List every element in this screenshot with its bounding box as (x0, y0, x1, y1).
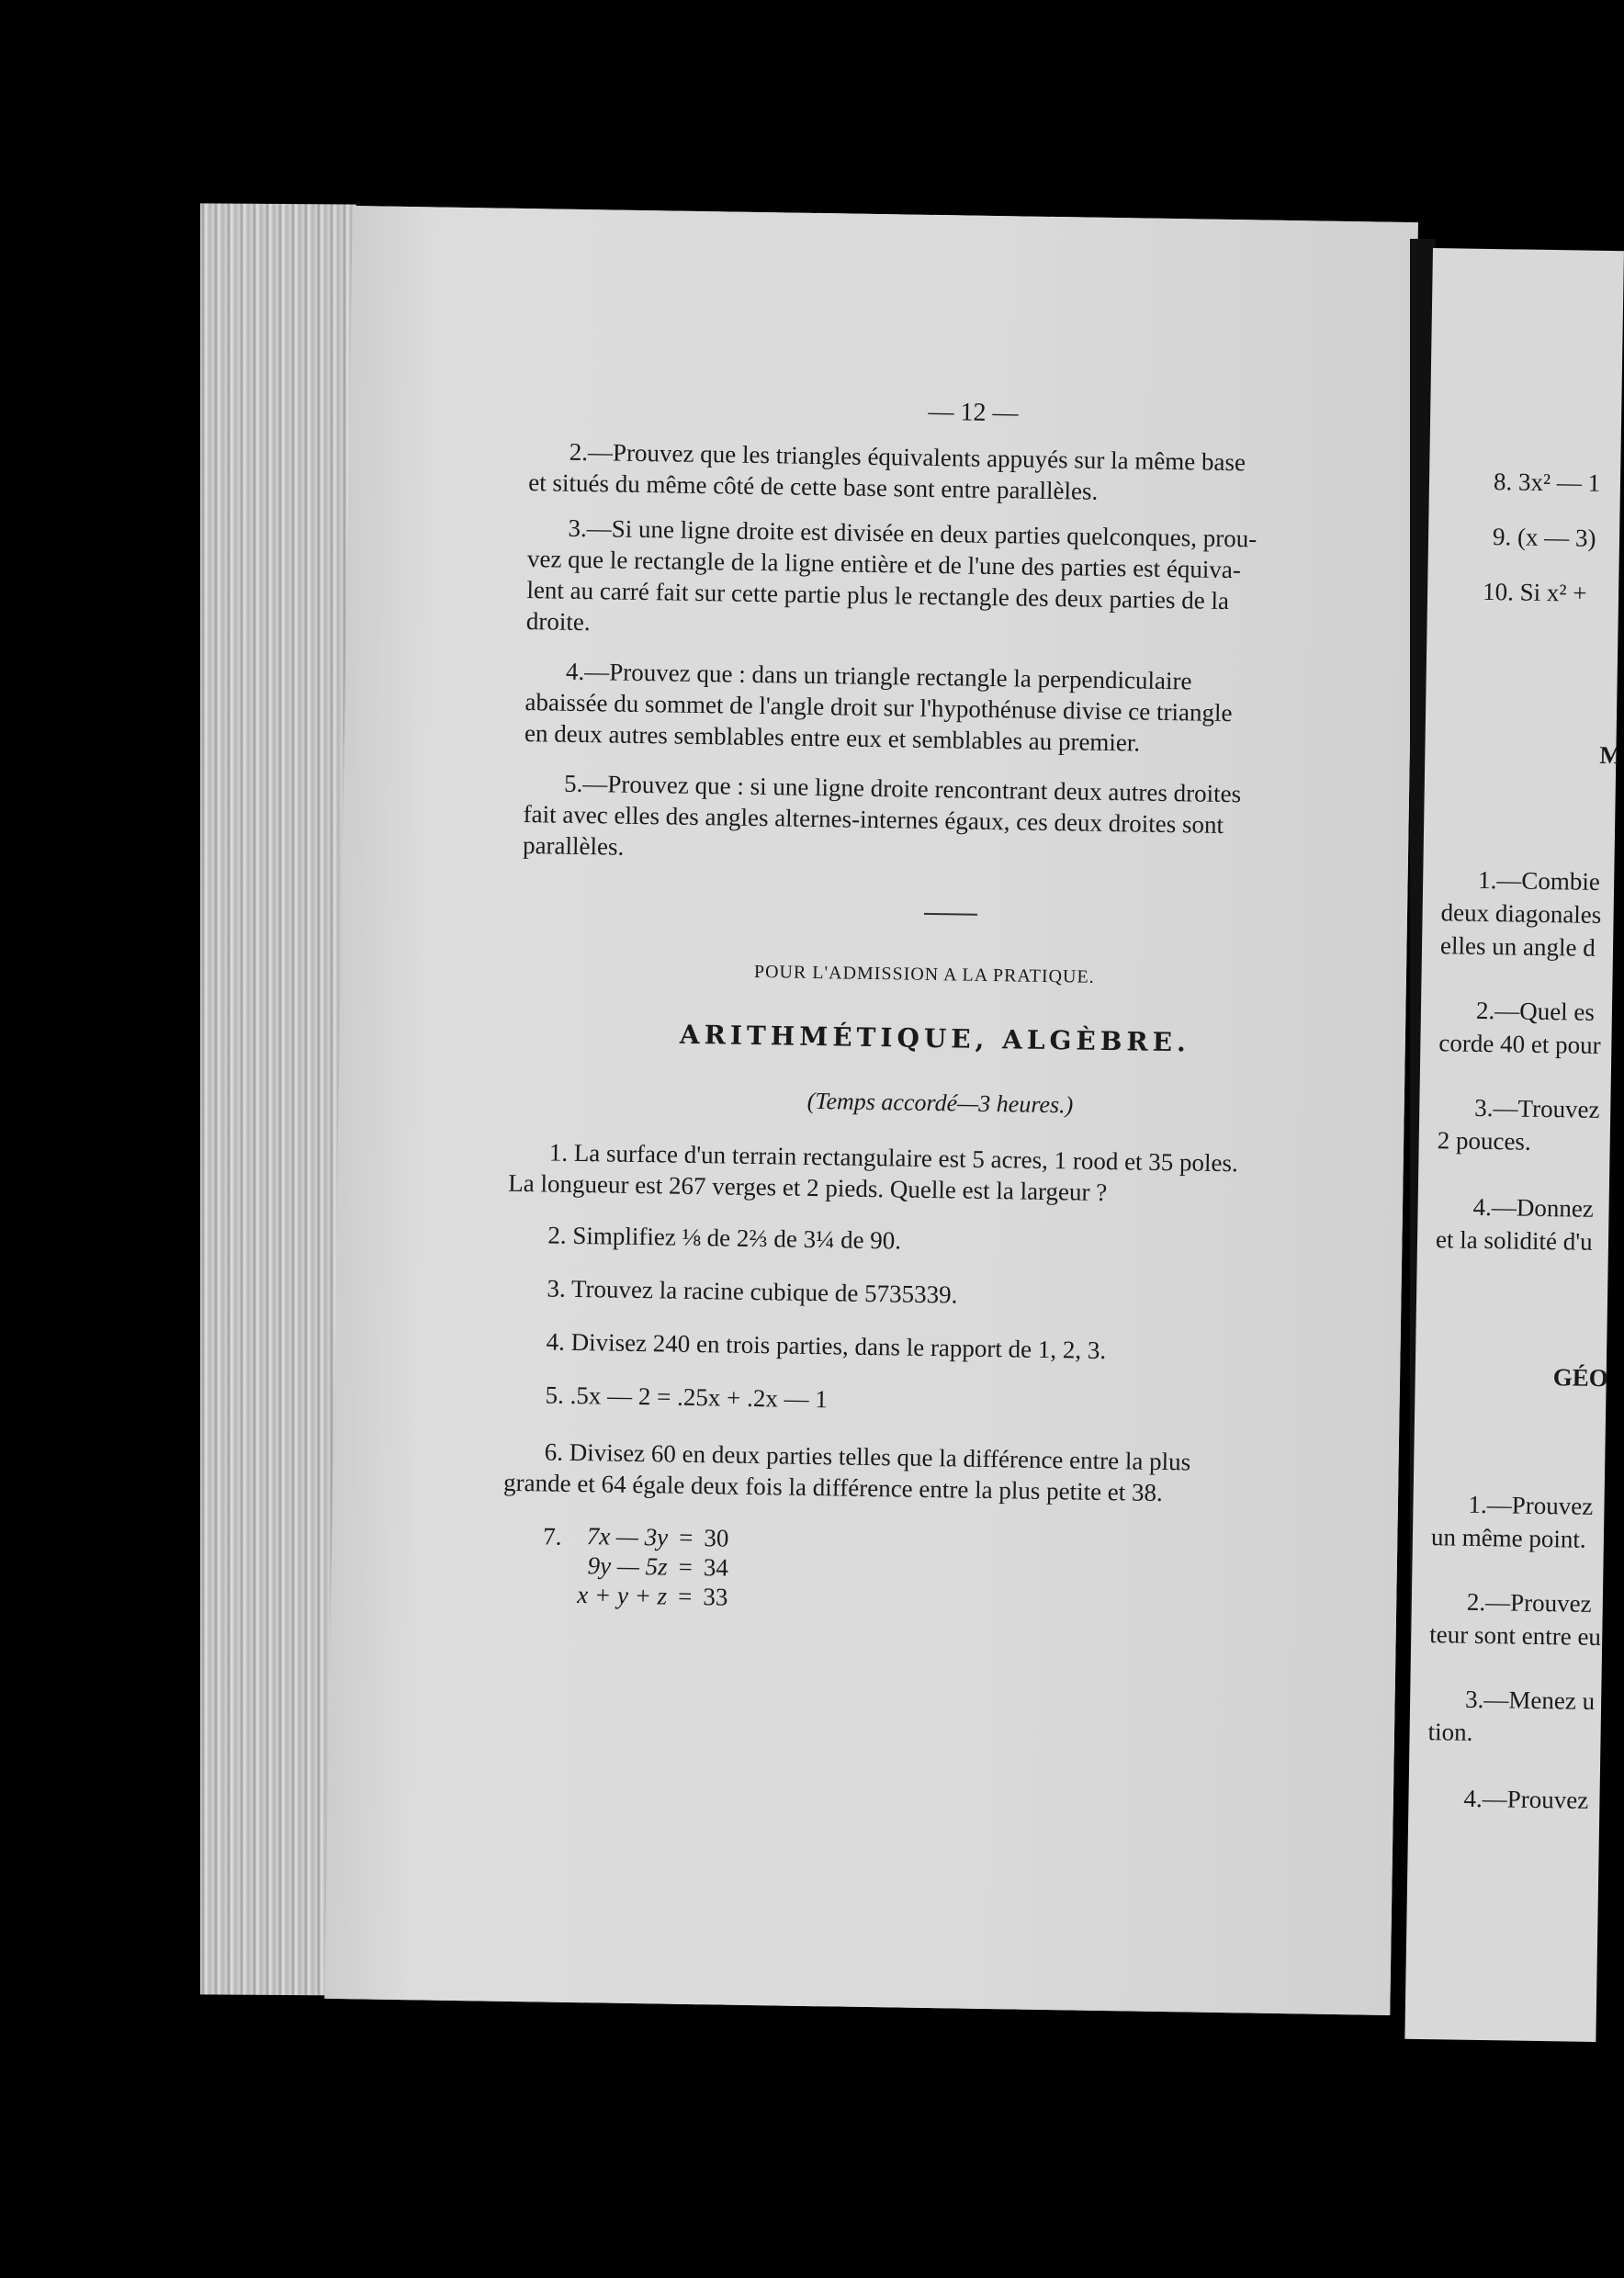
theorem-4-line-2: abaissée du sommet de l'angle droit sur l'hypothénuse divise ce triangle (524, 688, 1233, 727)
question-5: 5. .5x — 2 = .25x + .2x — 1 (545, 1381, 829, 1414)
question-4: 4. Divisez 240 en trois parties, dans le rapport de 1, 2, 3. (546, 1327, 1107, 1365)
right-fragment: 8. 3x² — 1 (1493, 468, 1601, 497)
equation-equals: = (678, 1523, 694, 1551)
theorem-2-line-1: 2.—Prouvez que les triangles équivalents appuyés sur la même base (569, 437, 1246, 477)
section-divider (924, 913, 977, 916)
right-fragment: tion. (1427, 1718, 1473, 1746)
equation-rhs: 33 (703, 1583, 728, 1611)
right-fragment: 9. (x — 3) (1492, 523, 1596, 552)
equation-lhs: 9y — 5z (587, 1551, 668, 1581)
right-fragment: elles un angle d (1439, 931, 1596, 962)
subject-title: ARITHMÉTIQUE, ALGÈBRE. (679, 1019, 1191, 1058)
left-page (324, 206, 1418, 2015)
right-fragment: teur sont entre eu (1429, 1620, 1602, 1652)
right-fragment: corde 40 et pour (1438, 1029, 1601, 1059)
equation-lhs: 7x — 3y (586, 1522, 669, 1551)
equation-row (571, 1580, 734, 1612)
right-fragment: et la solidité d'u (1435, 1225, 1593, 1256)
time-allowed: (Temps accordé—3 heures.) (806, 1087, 1074, 1119)
equation-system (571, 1521, 735, 1612)
right-fragment: un même point. (1430, 1523, 1586, 1553)
question-1-line-2: La longueur est 267 verges et 2 pieds. Quelle est la largeur ? (508, 1168, 1108, 1207)
right-fragment: 2.—Quel es (1475, 996, 1596, 1026)
right-fragment: 2.—Prouvez (1466, 1587, 1592, 1618)
theorem-2-line-2: et situés du même côté de cette base sont entre parallèles. (528, 468, 1099, 505)
equation-equals: = (678, 1552, 694, 1581)
right-fragment: 1.—Prouvez (1468, 1490, 1594, 1520)
question-1-line-1: 1. La surface d'un terrain rectangulaire est 5 acres, 1 rood et 35 poles. (548, 1138, 1239, 1178)
right-fragment: 4.—Prouvez (1463, 1784, 1589, 1814)
question-6-line-2: grande et 64 égale deux fois la différence entre la plus petite et 38. (502, 1468, 1164, 1507)
equation-equals: = (677, 1582, 693, 1610)
equation-rhs: 30 (704, 1524, 729, 1552)
question-7-number: 7. (543, 1522, 562, 1551)
question-6-line-1: 6. Divisez 60 en deux parties telles que la différence entre la plus (544, 1438, 1191, 1476)
section-heading: POUR L'ADMISSION A LA PRATIQUE. (753, 961, 1095, 987)
theorem-5-line-2: fait avec elles des angles alternes-internes égaux, ces deux droites sont (523, 799, 1224, 839)
right-fragment: 1.—Combie (1477, 865, 1601, 896)
right-fragment: 3.—Menez u (1464, 1685, 1596, 1715)
equation-rhs: 34 (703, 1553, 729, 1582)
equation-row (572, 1521, 735, 1553)
theorem-5-line-1: 5.—Prouvez que : si une ligne droite rencontrant deux autres droites (563, 769, 1242, 808)
theorem-3-line-3: lent au carré fait sur cette partie plus le rectangle des deux parties de la (526, 576, 1230, 615)
equation-lhs: x + y + z (577, 1581, 668, 1610)
page-number: — 12 — (928, 397, 1019, 428)
theorem-3-line-2: vez que le rectangle de la ligne entière et de l'une des parties est équiva- (526, 545, 1242, 584)
right-fragment: 3.—Trouvez (1474, 1093, 1600, 1123)
right-fragment: deux diagonales (1440, 898, 1602, 929)
right-fragment: M (1599, 740, 1624, 770)
equation-row (572, 1551, 735, 1583)
theorem-5-line-3: parallèles. (522, 830, 625, 861)
theorem-3-line-4: droite. (525, 607, 591, 637)
theorem-3-line-1: 3.—Si une ligne droite est divisée en deux parties quelconques, prou- (568, 513, 1257, 553)
right-page (1404, 248, 1624, 2042)
question-2: 2. Simplifiez ⅛ de 2⅔ de 3¼ de 90. (547, 1221, 902, 1255)
theorem-4-line-3: en deux autres semblables entre eux et semblables au premier. (524, 719, 1141, 757)
right-fragment: GÉO (1552, 1363, 1608, 1393)
right-fragment: 10. Si x² + (1482, 577, 1587, 607)
right-fragment: 4.—Donnez (1472, 1192, 1595, 1223)
theorem-4-line-1: 4.—Prouvez que : dans un triangle rectangle la perpendiculaire (565, 657, 1192, 695)
question-3: 3. Trouvez la racine cubique de 5735339. (547, 1274, 958, 1309)
right-fragment: 2 pouces. (1437, 1126, 1531, 1156)
